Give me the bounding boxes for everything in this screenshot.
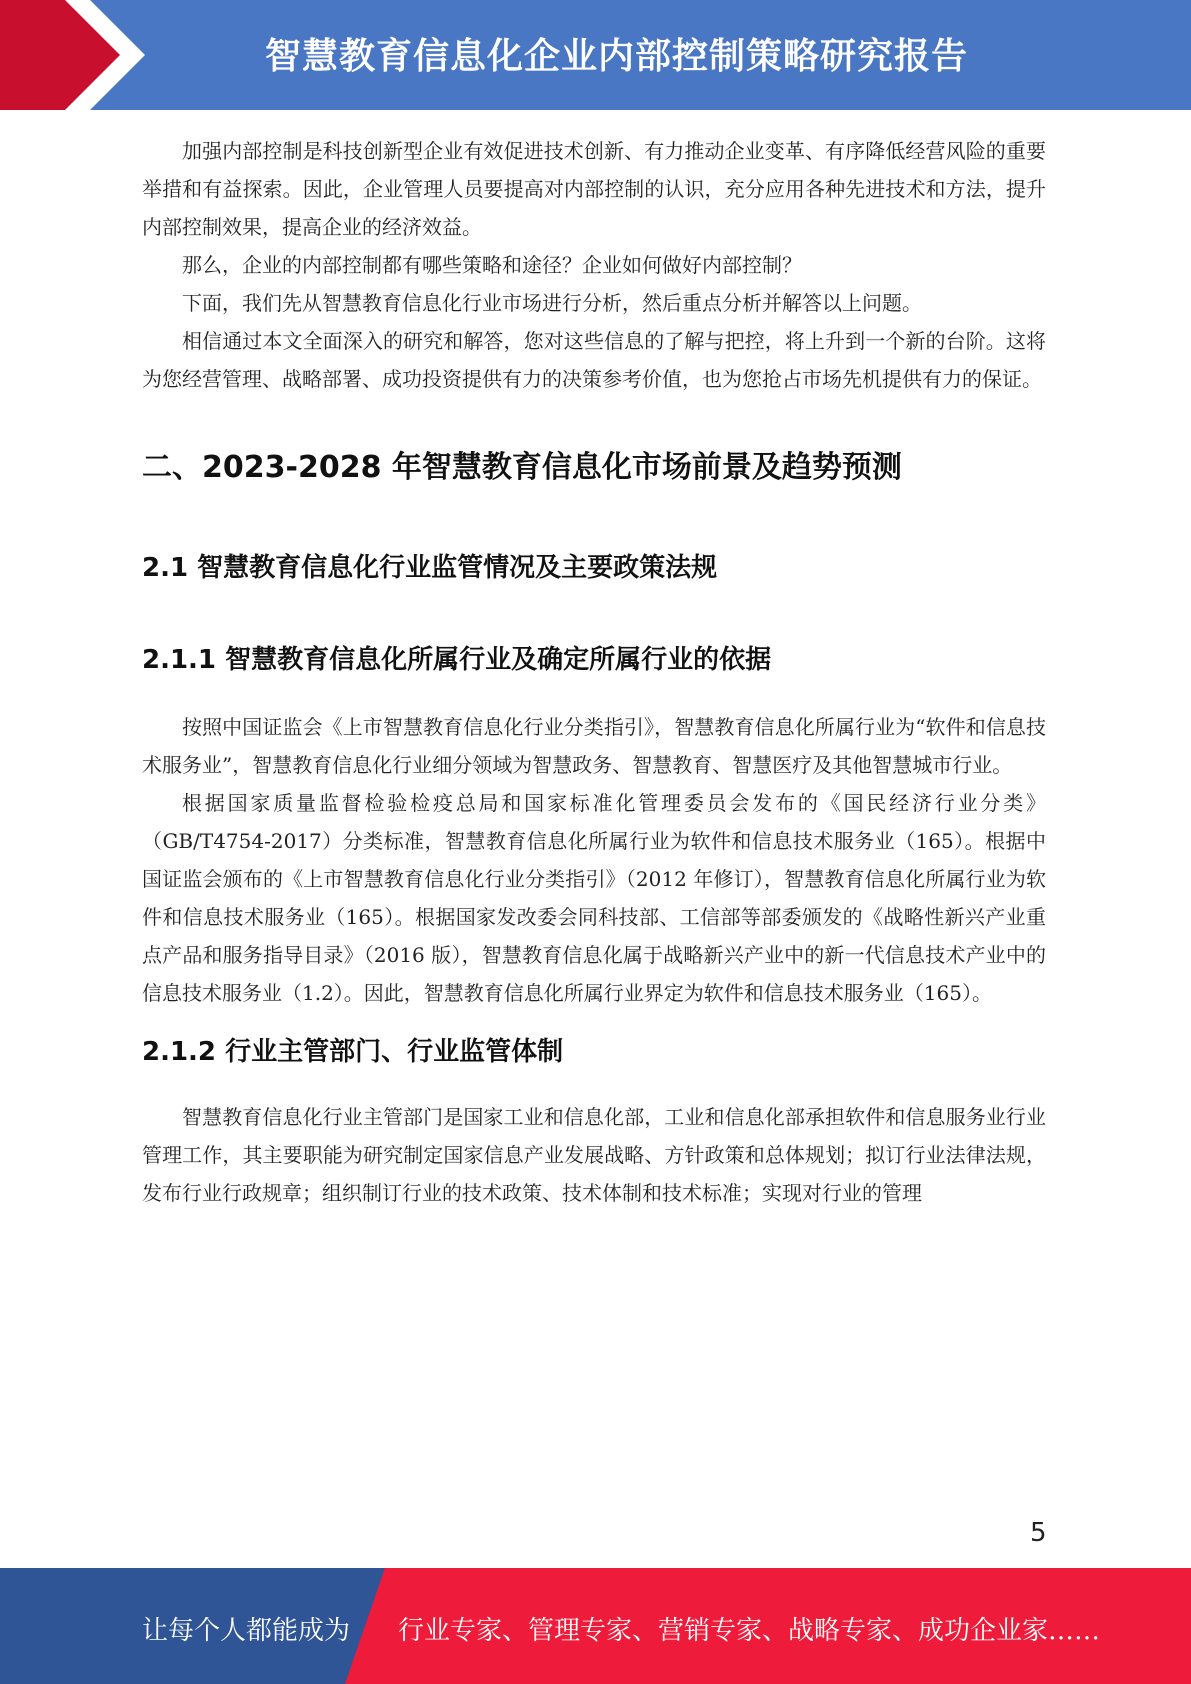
page-number: 5 (1030, 1518, 1047, 1548)
page-content (142, 132, 1046, 1212)
section-2-heading: 二、2023-2028 年智慧教育信息化市场前景及趋势预测 (142, 450, 902, 485)
intro-paragraph-3: 下面，我们先从智慧教育信息化行业市场进行分析，然后重点分析并解答以上问题。 (182, 291, 922, 315)
footer-slogan-left: 让每个人都能成为 (142, 1616, 351, 1646)
section-2-1-2-paragraph-1: 智慧教育信息化行业主管部门是国家工业和信息化部，工业和信息化部承担软件和信息服务业行业管理工作，其主要职能为研究制定国家信息产业发展战略、方针政策和总体规划；拟订行业法律法规，发布行业行政规章；组织制订行业的技术政策、技术体制和技术标准；实现对行业的管理 (142, 1105, 1046, 1205)
section-2-1-2-heading: 2.1.2 行业主管部门、行业监管体制 (142, 1037, 564, 1067)
intro-paragraph-1: 加强内部控制是科技创新型企业有效促进技术创新、有力推动企业变革、有序降低经营风险的重要举措和有益探索。因此，企业管理人员要提高对内部控制的认识，充分应用各种先进技术和方法，提升内部控制效果，提高企业的经济效益。 (142, 139, 1046, 239)
section-2-1-1-paragraph-2: 根据国家质量监督检验检疫总局和国家标准化管理委员会发布的《国民经济行业分类》（GB/T4754-2017）分类标准，智慧教育信息化所属行业为软件和信息技术服务业（165）。根据中国证监会颁布的《上市智慧教育信息化行业分类指引》（2012 年修订），智慧教育信息化所属行业为软件和信息技术服务业（165）。根据国家发改委会同科技部、工信部等部委颁发的《战略性新兴产业重点产品和服务指导目录》（2016 版），智慧教育信息化属于战略新兴产业中的新一代信息技术产业中的信息技术服务业（1.2）。因此，智慧教育信息化所属行业界定为软件和信息技术服务业（165）。 (142, 791, 1046, 1005)
header-banner (0, 0, 1191, 110)
section-2-1-1-paragraph-1: 按照中国证监会《上市智慧教育信息化行业分类指引》，智慧教育信息化所属行业为“软件和信息技术服务业”，智慧教育信息化行业细分领域为智慧政务、智慧教育、智慧医疗及其他智慧城市行业。 (142, 715, 1046, 777)
footer-slogan-right: 行业专家、管理专家、营销专家、战略专家、成功企业家…… (398, 1616, 1101, 1646)
intro-paragraph-4: 相信通过本文全面深入的研究和解答，您对这些信息的了解与把控，将上升到一个新的台阶。这将为您经营管理、战略部署、成功投资提供有力的决策参考价值，也为您抢占市场先机提供有力的保证。 (142, 329, 1046, 391)
intro-paragraph-2: 那么，企业的内部控制都有哪些策略和途径？企业如何做好内部控制？ (182, 253, 802, 277)
section-2-1-heading: 2.1 智慧教育信息化行业监管情况及主要政策法规 (142, 553, 718, 583)
footer-banner (0, 1568, 1191, 1684)
section-2-1-1-heading: 2.1.1 智慧教育信息化所属行业及确定所属行业的依据 (142, 645, 772, 675)
report-title: 智慧教育信息化企业内部控制策略研究报告 (265, 36, 969, 77)
